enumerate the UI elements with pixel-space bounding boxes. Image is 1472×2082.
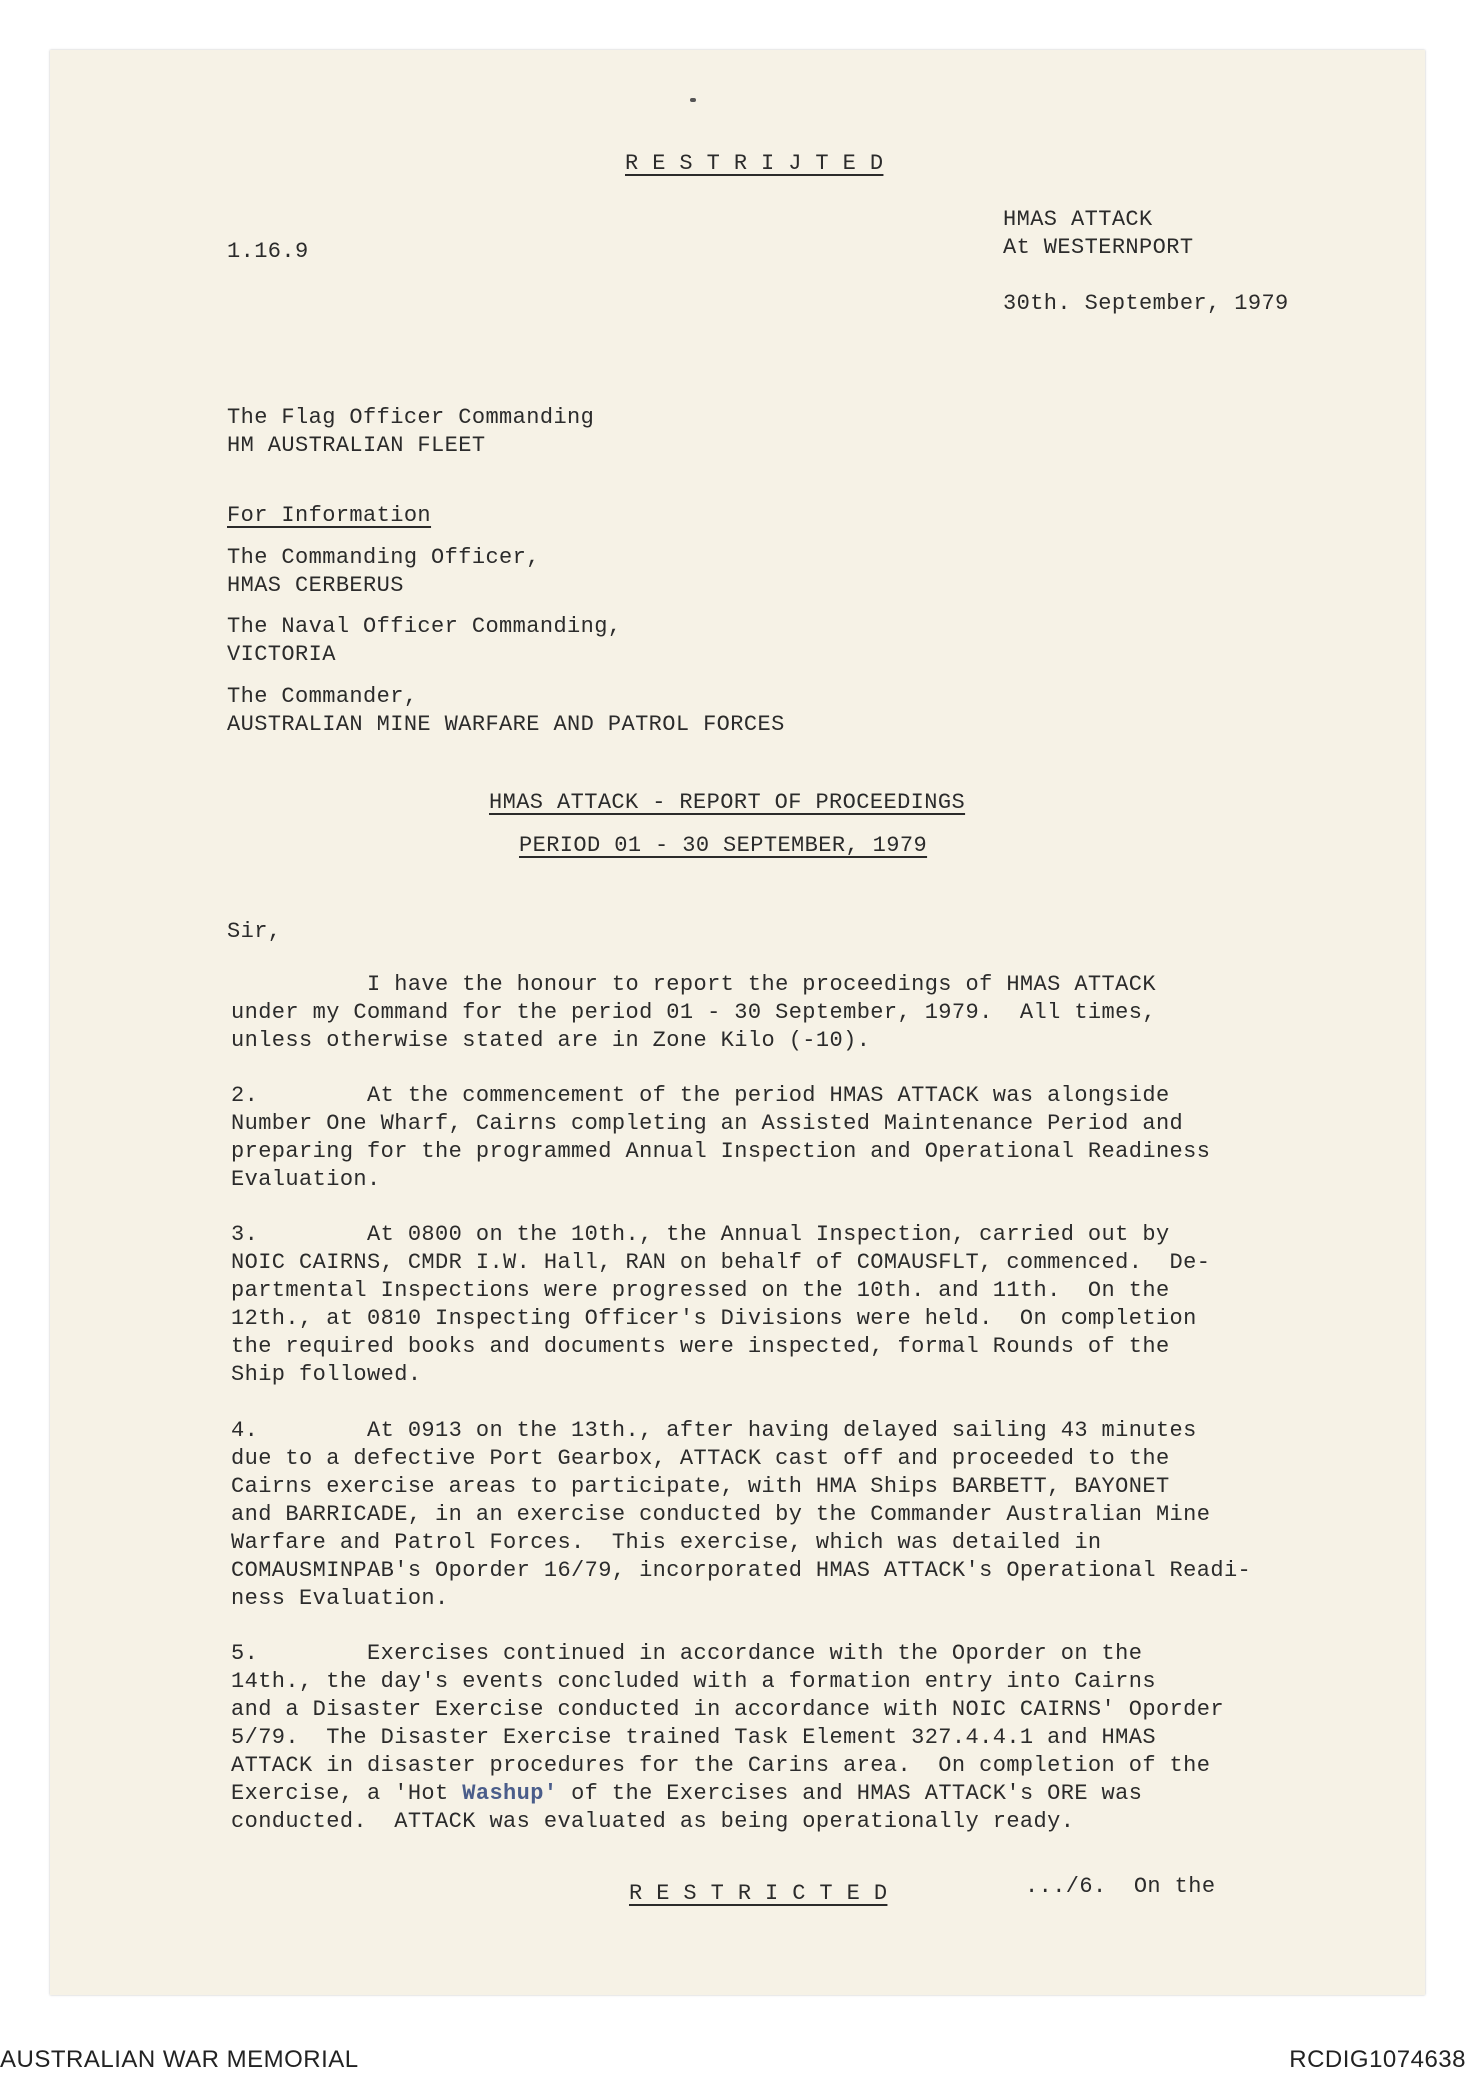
archive-caption-right: RCDIG1074638 — [1289, 2046, 1466, 2073]
para4-line-5: Warfare and Patrol Forces. This exercise, which was detailed in — [231, 1530, 1102, 1555]
para4-line-1: 4. At 0913 on the 13th., after having delayed sailing 43 minutes — [231, 1418, 1197, 1443]
classification-top: R E S T R I J T E D — [625, 151, 884, 176]
report-title-line-1: HMAS ATTACK - REPORT OF PROCEEDINGS — [489, 790, 966, 815]
for-information-heading: For Information — [227, 503, 432, 528]
report-title-line-2: PERIOD 01 - 30 SEPTEMBER, 1979 — [519, 833, 928, 858]
para3-line-3: partmental Inspections were progressed on the 10th. and 11th. On the — [231, 1278, 1170, 1303]
para5-line-6 — [231, 1780, 1142, 1808]
para4-line-2: due to a defective Port Gearbox, ATTACK cast off and proceeded to the — [231, 1446, 1170, 1471]
para5-line-6-start: Exercise, a 'Hot — [231, 1781, 463, 1806]
info-recipient-3-line-2: AUSTRALIAN MINE WARFARE AND PATROL FORCES — [227, 712, 785, 737]
para3-line-4: 12th., at 0810 Inspecting Officer's Divisions were held. On completion — [231, 1306, 1197, 1331]
para5-line-6-end: of the Exercises and HMAS ATTACK's ORE was — [557, 1781, 1143, 1806]
para3-line-1: 3. At 0800 on the 10th., the Annual Inspection, carried out by — [231, 1222, 1170, 1247]
para1-line-1: I have the honour to report the proceedings of HMAS ATTACK — [231, 972, 1156, 997]
para5-line-5: ATTACK in disaster procedures for the Carins area. On completion of the — [231, 1753, 1211, 1778]
para4-line-4: and BARRICADE, in an exercise conducted by the Commander Australian Mine — [231, 1502, 1211, 1527]
info-recipient-1-line-1: The Commanding Officer, — [227, 545, 540, 570]
para4-line-6: COMAUSMINPAB's Oporder 16/79, incorporated HMAS ATTACK's Operational Readi- — [231, 1558, 1252, 1583]
para5-line-1: 5. Exercises continued in accordance with the Oporder on the — [231, 1641, 1143, 1666]
para1-line-3: unless otherwise stated are in Zone Kilo (-10). — [231, 1028, 871, 1053]
sender-line-1: HMAS ATTACK — [1003, 207, 1153, 232]
continuation-note: .../6. On the — [1025, 1874, 1216, 1899]
para3-line-5: the required books and documents were inspected, formal Rounds of the — [231, 1334, 1170, 1359]
ink-speck — [690, 98, 696, 102]
salutation: Sir, — [227, 919, 282, 944]
para3-line-2: NOIC CAIRNS, CMDR I.W. Hall, RAN on behalf of COMAUSFLT, commenced. De- — [231, 1250, 1211, 1275]
info-recipient-3-line-1: The Commander, — [227, 684, 418, 709]
info-recipient-2-line-1: The Naval Officer Commanding, — [227, 614, 622, 639]
para2-line-2: Number One Wharf, Cairns completing an Assisted Maintenance Period and — [231, 1111, 1184, 1136]
para1-line-2: under my Command for the period 01 - 30 September, 1979. All times, — [231, 1000, 1156, 1025]
archive-caption-left: AUSTRALIAN WAR MEMORIAL — [0, 2046, 359, 2073]
para4-line-3: Cairns exercise areas to participate, with HMA Ships BARBETT, BAYONET — [231, 1474, 1170, 1499]
para2-line-4: Evaluation. — [231, 1167, 381, 1192]
para2-line-1: 2. At the commencement of the period HMAS ATTACK was alongside — [231, 1083, 1170, 1108]
sender-line-2: At WESTERNPORT — [1003, 235, 1194, 260]
para5-line-3: and a Disaster Exercise conducted in accordance with NOIC CAIRNS' Oporder — [231, 1697, 1224, 1722]
para5-line-4: 5/79. The Disaster Exercise trained Task Element 327.4.4.1 and HMAS — [231, 1725, 1156, 1750]
info-recipient-1-line-2: HMAS CERBERUS — [227, 573, 404, 598]
info-recipient-2-line-2: VICTORIA — [227, 642, 336, 667]
para3-line-6: Ship followed. — [231, 1362, 422, 1387]
classification-bottom: R E S T R I C T E D — [629, 1881, 888, 1906]
para5-line-7: conducted. ATTACK was evaluated as being operationally ready. — [231, 1809, 1075, 1834]
addressee-line-1: The Flag Officer Commanding — [227, 405, 595, 430]
addressee-line-2: HM AUSTRALIAN FLEET — [227, 433, 486, 458]
letter-date: 30th. September, 1979 — [1003, 291, 1289, 316]
washup-overtyped-word: Washup' — [462, 1781, 558, 1806]
para4-line-7: ness Evaluation. — [231, 1586, 449, 1611]
file-reference: 1.16.9 — [227, 239, 309, 264]
para5-line-2: 14th., the day's events concluded with a formation entry into Cairns — [231, 1669, 1156, 1694]
para2-line-3: preparing for the programmed Annual Inspection and Operational Readiness — [231, 1139, 1211, 1164]
